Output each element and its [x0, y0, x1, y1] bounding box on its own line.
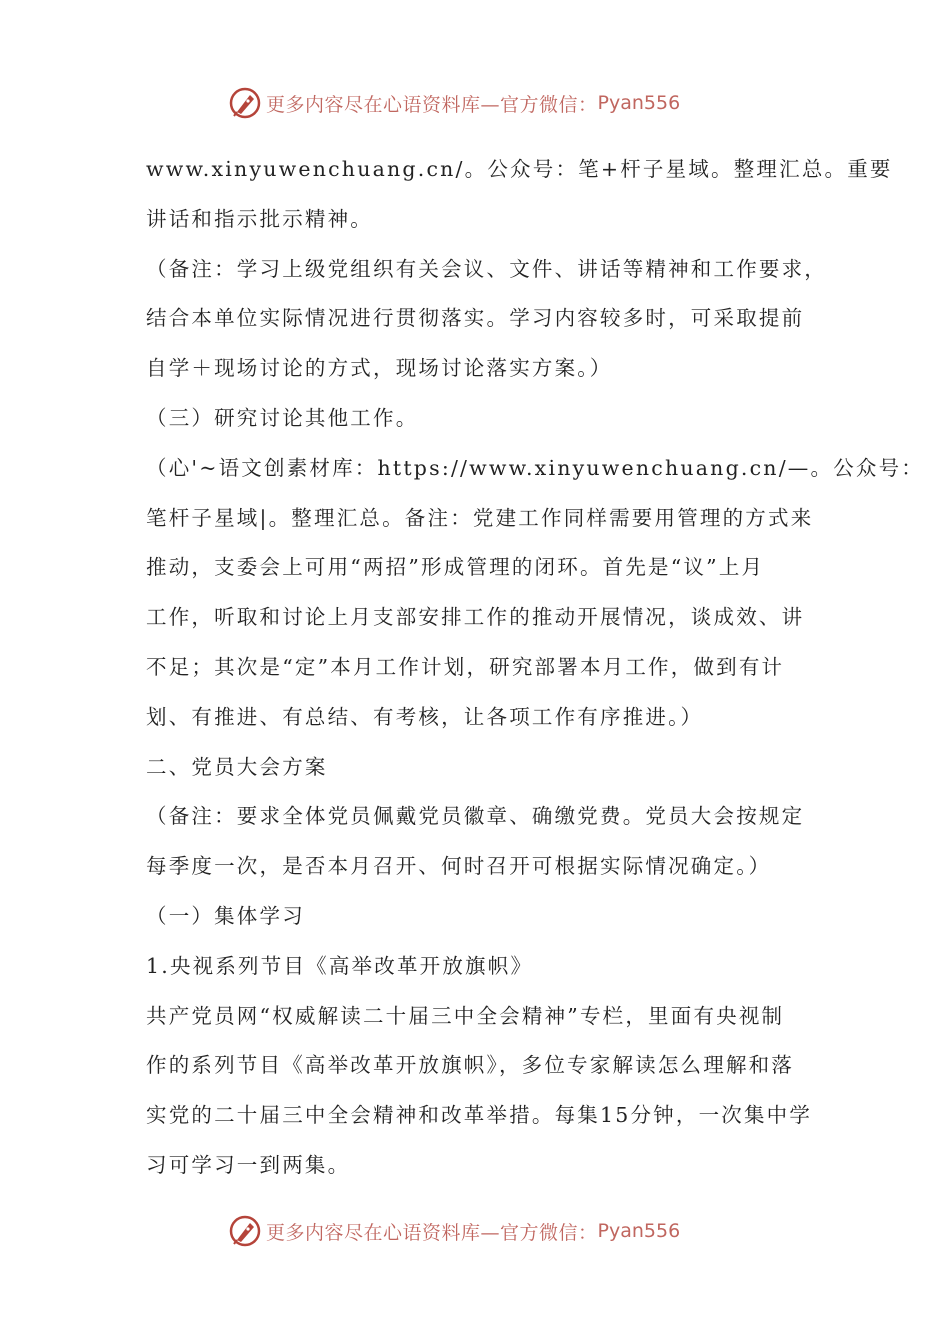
- paragraph-line: 自学＋现场讨论的方式，现场讨论落实方案。）: [146, 356, 613, 381]
- paragraph-line: 结合本单位实际情况进行贯彻落实。学习内容较多时，可采取提前: [146, 306, 805, 331]
- paragraph-line: 习可学习一到两集。: [146, 1152, 351, 1177]
- pen-nib-logo-icon: [228, 1214, 262, 1248]
- paragraph-line: 推动，支委会上可用“两招”形成管理的闭环。首先是“议”上月: [146, 555, 765, 580]
- paragraph-line: （备注：要求全体党员佩戴党员徽章、确缴党费。党员大会按规定: [146, 804, 805, 829]
- paragraph-line: www.xinyuwenchuang.cn/。公众号：笔+杆子星域。整理汇总。重要: [146, 157, 893, 181]
- section-heading: （三）研究讨论其他工作。: [146, 405, 419, 430]
- paragraph-line: 每季度一次，是否本月召开、何时召开可根据实际情况确定。）: [146, 854, 772, 879]
- footer-wechat-id: Pyan556: [597, 1220, 681, 1242]
- header-banner-text: 更多内容尽在心语资料库—官方微信：: [266, 93, 598, 116]
- paragraph-line: （心'~语文创素材库：https://www.xinyuwenchuang.cn/—。公众号：: [146, 455, 925, 480]
- section-heading: 1.央视系列节目《高举改革开放旗帜》: [146, 953, 534, 978]
- paragraph-line: 实党的二十届三中全会精神和改革举措。每集15分钟，一次集中学: [146, 1103, 813, 1128]
- header-banner: [228, 83, 748, 123]
- paragraph-line: 讲话和指示批示精神。: [146, 206, 373, 231]
- section-heading: （一）集体学习: [146, 903, 305, 928]
- paragraph-line: 作的系列节目《高举改革开放旗帜》，多位专家解读怎么理解和落: [146, 1053, 795, 1078]
- paragraph-line: 工作，听取和讨论上月支部安排工作的推动开展情况，谈成效、讲: [146, 605, 805, 630]
- footer-banner-text: 更多内容尽在心语资料库—官方微信：: [266, 1221, 598, 1244]
- paragraph-line: （备注：学习上级党组织有关会议、文件、讲话等精神和工作要求，: [146, 256, 827, 281]
- footer-banner: [228, 1211, 748, 1251]
- paragraph-line: 笔杆子星域|。整理汇总。备注：党建工作同样需要用管理的方式来: [146, 505, 814, 530]
- document-body: [146, 145, 925, 1191]
- paragraph-line: 划、有推进、有总结、有考核，让各项工作有序推进。）: [146, 704, 704, 729]
- header-wechat-id: Pyan556: [597, 92, 681, 114]
- paragraph-line: 共产党员网“权威解读二十届三中全会精神”专栏，里面有央视制: [146, 1003, 785, 1028]
- paragraph-line: 不足；其次是“定”本月工作计划，研究部署本月工作，做到有计: [146, 654, 785, 679]
- section-heading: 二、党员大会方案: [146, 754, 328, 779]
- pen-nib-logo-icon: [228, 86, 262, 120]
